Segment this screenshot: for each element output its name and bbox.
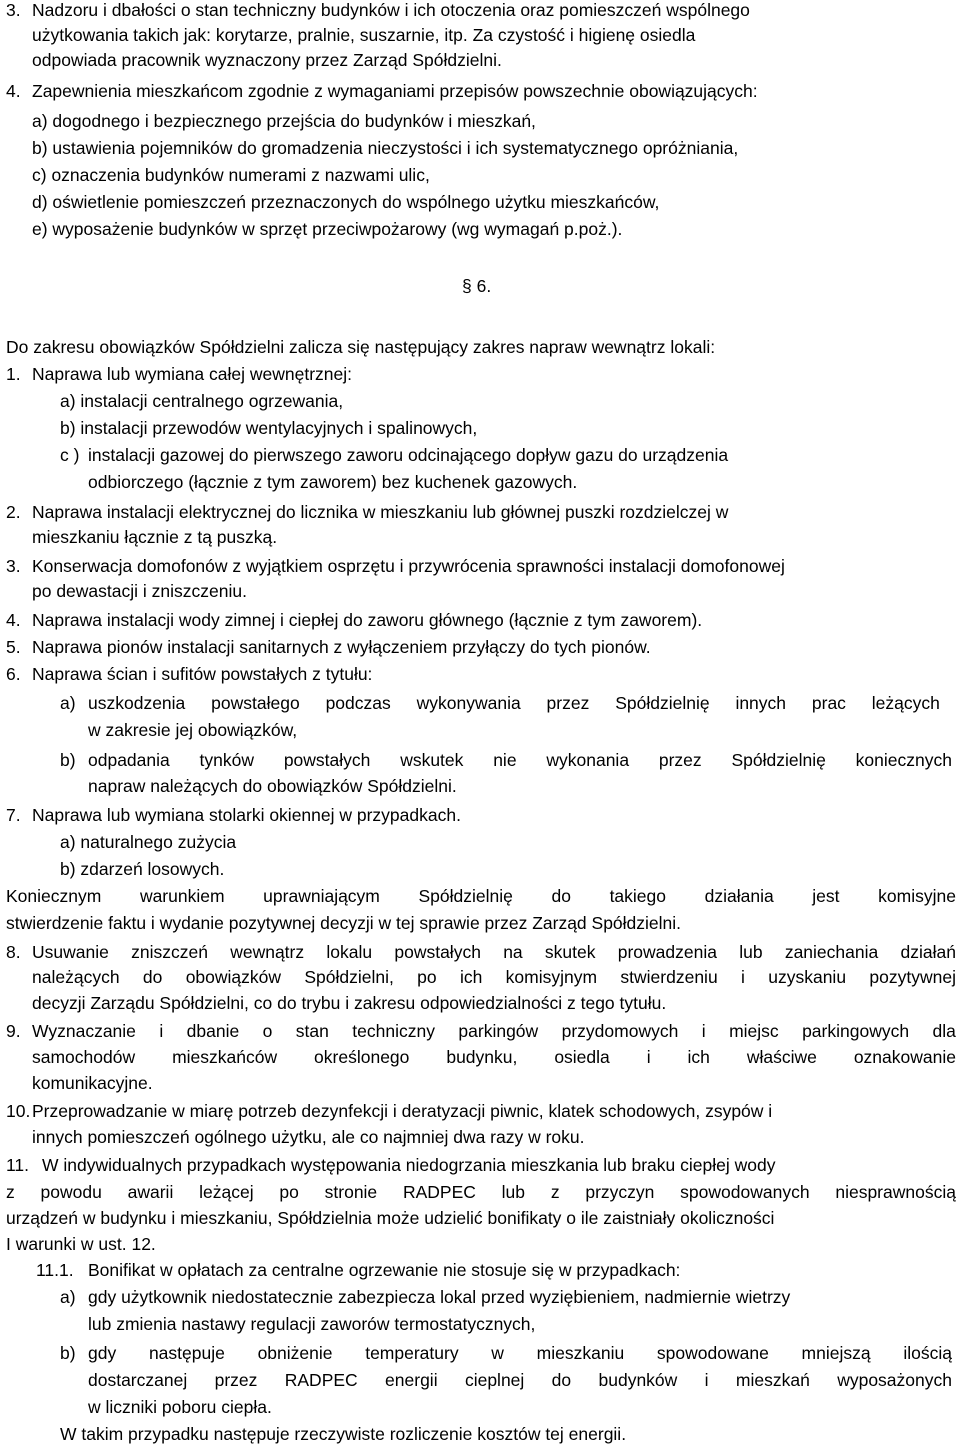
item-4-sub-b: b) ustawienia pojemników do gromadzenia nieczystości i ich systematycznego opróżniania, [32, 138, 739, 158]
p6-number: 6. [6, 664, 21, 684]
p9-line-2: samochodów mieszkańców określonego budynku, osiedla i ich właściwe oznakowanie [32, 1047, 956, 1067]
p6-text: Naprawa ścian i sufitów powstałych z tytułu: [32, 664, 373, 684]
p11-1-sub-a-letter: a) [60, 1287, 76, 1307]
p5-number: 5. [6, 637, 21, 657]
p6-sub-a-letter: a) [60, 693, 76, 713]
item-4-number: 4. [6, 81, 21, 101]
p11-1-sub-b-line-2: dostarczanej przez RADPEC energii cieplnej do budynków i mieszkań wyposażonych [88, 1370, 952, 1390]
p8-line-1: Usuwanie zniszczeń wewnątrz lokalu powstałych na skutek prowadzenia lub zaniechania działań [32, 942, 956, 962]
p1-text: Naprawa lub wymiana całej wewnętrznej: [32, 364, 353, 384]
item-4-text: Zapewnienia mieszkańcom zgodnie z wymaganiami przepisów powszechnie obowiązujących: [32, 81, 758, 101]
p3-line-1: Konserwacja domofonów z wyjątkiem osprzętu i przywrócenia sprawności instalacji domofonowej [32, 556, 785, 576]
p11-1-sub-b-line-1: gdy następuje obniżenie temperatury w mieszkaniu spowodowane mniejszą ilością [88, 1343, 952, 1363]
item-4-sub-a: a) dogodnego i bezpiecznego przejścia do budynków i mieszkań, [32, 111, 536, 131]
p1-sub-a: a) instalacji centralnego ogrzewania, [60, 391, 344, 411]
p11-1-text: Bonifikat w opłatach za centralne ogrzewanie nie stosuje się w przypadkach: [88, 1260, 681, 1280]
section-mark: § 6. [462, 276, 492, 296]
item-3-line-2: użytkowania takich jak: korytarze, pralnie, suszarnie, itp. Za czystość i higienę osiedla [32, 25, 696, 45]
p7-condition-line-1: Koniecznym warunkiem uprawniającym Spółdzielnię do takiego działania jest komisyjne [6, 886, 956, 906]
p10-line-2: innych pomieszczeń ogólnego użytku, ale co najmniej dwa razy w roku. [32, 1127, 585, 1147]
p7-number: 7. [6, 805, 21, 825]
p6-sub-a-line-1: uszkodzenia powstałego podczas wykonywania przez Spółdzielnię innych prac leżących [88, 693, 940, 713]
p11-1-sub-a-line-1: gdy użytkownik niedostatecznie zabezpiecza lokal przed wyziębieniem, nadmiernie wietrzy [88, 1287, 791, 1307]
p9-number: 9. [6, 1021, 21, 1041]
p1-sub-c-line-1: instalacji gazowej do pierwszego zaworu odcinającego dopływ gazu do urządzenia [88, 445, 729, 465]
p7-sub-a: a) naturalnego zużycia [60, 832, 237, 852]
p1-sub-c-line-2: odbiorczego (łącznie z tym zaworem) bez kuchenek gazowych. [88, 472, 578, 492]
item-4-sub-c: c) oznaczenia budynków numerami z nazwami ulic, [32, 165, 430, 185]
p6-sub-b-line-2: napraw należących do obowiązków Spółdzielni. [88, 776, 457, 796]
p9-line-1: Wyznaczanie i dbanie o stan techniczny parkingów przydomowych i miejsc parkingowych dla [32, 1021, 956, 1041]
p8-line-3: decyzji Zarządu Spółdzielni, co do trybu i zakresu odpowiedzialności z tego tytułu. [32, 993, 667, 1013]
p4-text: Naprawa instalacji wody zimnej i ciepłej do zaworu głównego (łącznie z tym zaworem). [32, 610, 703, 630]
p2-number: 2. [6, 502, 21, 522]
p8-line-2: należących do obowiązków Spółdzielni, po ich komisyjnym stwierdzeniu i uzyskaniu pozytywnej [32, 967, 956, 987]
p11-1-sub-b-letter: b) [60, 1343, 76, 1363]
p11-1-sub-b-line-3: w liczniki poboru ciepła. [88, 1397, 272, 1417]
p4-number: 4. [6, 610, 21, 630]
item-3-number: 3. [6, 0, 21, 20]
p2-line-1: Naprawa instalacji elektrycznej do licznika w mieszkaniu lub głównej puszki rozdzielczej w [32, 502, 729, 522]
p8-number: 8. [6, 942, 21, 962]
p11-1-number: 11.1. [36, 1260, 74, 1280]
p6-sub-b-line-1: odpadania tynków powstałych wskutek nie wykonania przez Spółdzielnię koniecznych [88, 750, 952, 770]
item-3-line-1: Nadzoru i dbałości o stan techniczny budynków i ich otoczenia oraz pomieszczeń wspólnego [32, 0, 750, 20]
p7-text: Naprawa lub wymiana stolarki okiennej w przypadkach. [32, 805, 461, 825]
p5-text: Naprawa pionów instalacji sanitarnych z wyłączeniem przyłączy do tych pionów. [32, 637, 651, 657]
p11-1-sub-a-line-2: lub zmienia nastawy regulacji zaworów termostatycznych, [88, 1314, 536, 1334]
p11-line-3: urządzeń w budynku i mieszkaniu, Spółdzielnia może udzielić bonifikaty o ile zaistniały okoliczności [6, 1208, 775, 1228]
p11-number: 11. [6, 1155, 30, 1175]
p1-sub-c-letter: c ) [60, 445, 80, 465]
p11-line-4: I warunki w ust. 12. [6, 1234, 156, 1254]
p11-line-2: z powodu awarii leżącej po stronie RADPEC lub z przyczyn spowodowanych niesprawnością [6, 1182, 956, 1202]
p10-number: 10. [6, 1101, 31, 1121]
p6-sub-b-letter: b) [60, 750, 76, 770]
p3-line-2: po dewastacji i zniszczeniu. [32, 581, 247, 601]
p11-line-1: W indywidualnych przypadkach występowania niedogrzania mieszkania lub braku ciepłej wody [42, 1155, 776, 1175]
p7-sub-b: b) zdarzeń losowych. [60, 859, 225, 879]
p6-sub-a-line-2: w zakresie jej obowiązków, [88, 720, 298, 740]
item-4-sub-d: d) oświetlenie pomieszczeń przeznaczonych do wspólnego użytku mieszkańców, [32, 192, 660, 212]
p3-number: 3. [6, 556, 21, 576]
p10-line-1: Przeprowadzanie w miarę potrzeb dezynfekcji i deratyzacji piwnic, klatek schodowych, zsypów i [32, 1101, 773, 1121]
p7-condition-line-2: stwierdzenie faktu i wydanie pozytywnej decyzji w tej sprawie przez Zarząd Spółdzielni. [6, 913, 682, 933]
p9-line-3: komunikacyjne. [32, 1073, 153, 1093]
p2-line-2: mieszkaniu łącznie z tą puszką. [32, 527, 278, 547]
p11-final-note: W takim przypadku następuje rzeczywiste rozliczenie kosztów tej energii. [60, 1424, 627, 1444]
item-4-sub-e: e) wyposażenie budynków w sprzęt przeciwpożarowy (wg wymagań p.poż.). [32, 219, 623, 239]
item-3-line-3: odpowiada pracownik wyznaczony przez Zarząd Spółdzielni. [32, 50, 502, 70]
p1-number: 1. [6, 364, 21, 384]
intro-text: Do zakresu obowiązków Spółdzielni zalicza się następujący zakres napraw wewnątrz lokali: [6, 337, 716, 357]
p1-sub-b: b) instalacji przewodów wentylacyjnych i spalinowych, [60, 418, 478, 438]
